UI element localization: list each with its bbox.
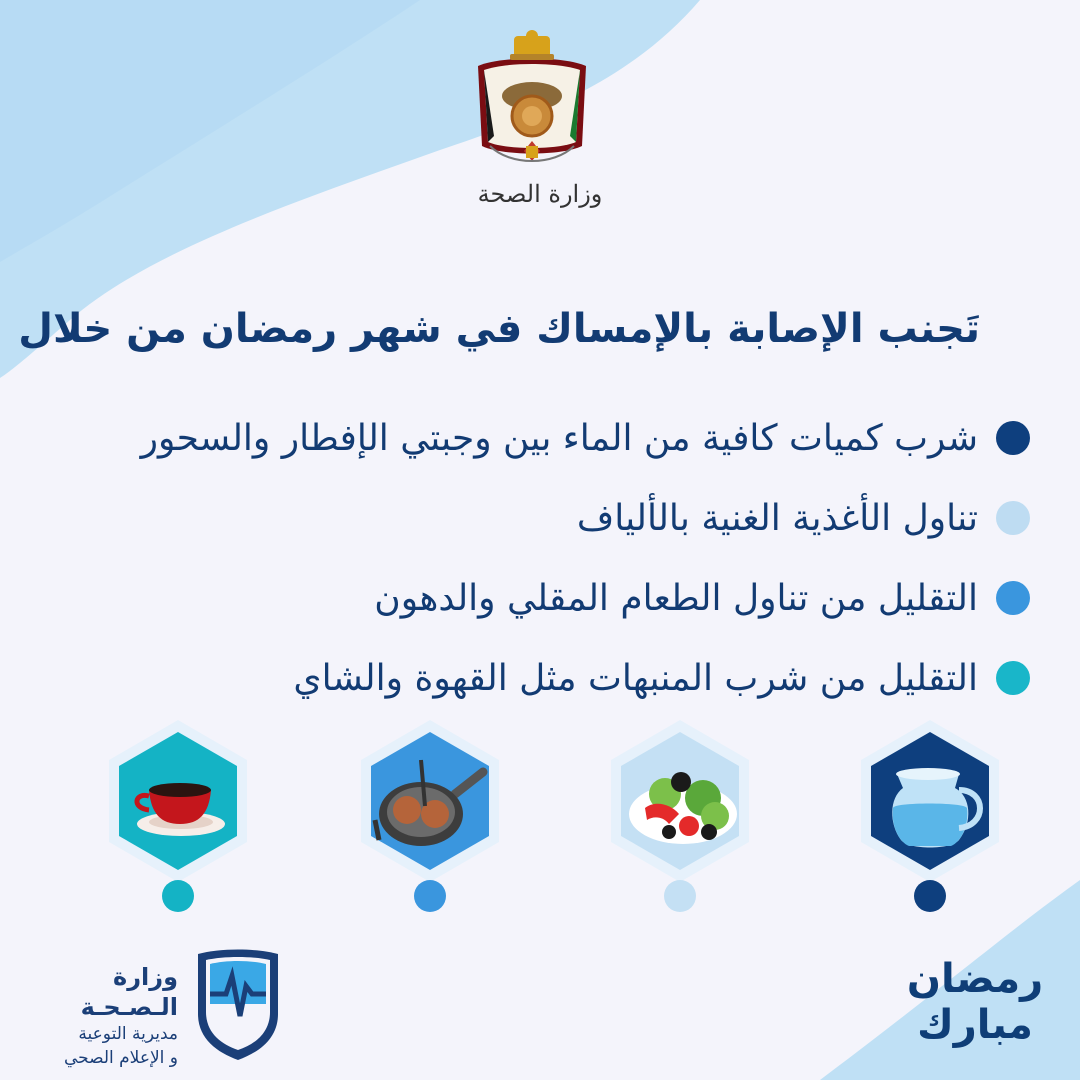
tip-item: [20, 638, 1030, 718]
salad-icon: [605, 716, 755, 886]
water-hex-card: [855, 716, 1005, 916]
bullet-dot: [996, 421, 1030, 455]
ministry-calligraphy-signature: وزارة الصحة: [477, 180, 603, 208]
tip-text: تناول الأغذية الغنية بالألياف: [576, 497, 978, 539]
page-heading: تَجنب الإصابة بالإمساك في شهر رمضان من خلال: [18, 306, 980, 352]
tip-text: التقليل من تناول الطعام المقلي والدهون: [374, 577, 978, 619]
health-shield-logo-icon: [190, 946, 286, 1064]
footer-directorate-line2: و الإعلام الصحي: [63, 1048, 178, 1068]
salad-hex-card: [605, 716, 755, 916]
bullet-dot: [996, 581, 1030, 615]
fried-food-hex-card: [355, 716, 505, 916]
tip-item: [20, 478, 1030, 558]
coffee-cup-icon: [103, 716, 253, 886]
mubarak-line: مبارك: [917, 1002, 1033, 1048]
ramadan-line: رمضان: [906, 956, 1044, 1002]
ministry-footer-text: [36, 962, 178, 1070]
ramadan-mubarak-greeting: [880, 955, 1070, 1065]
coat-of-arms-emblem: [470, 26, 594, 186]
tip-text: التقليل من شرب المنبهات مثل القهوة والشاي: [293, 657, 978, 699]
water-jug-icon: [855, 716, 1005, 886]
icon-dot: [414, 880, 446, 912]
bullet-dot: [996, 661, 1030, 695]
tip-text: شرب كميات كافية من الماء بين وجبتي الإفطار والسحور: [140, 417, 978, 459]
bullet-dot: [996, 501, 1030, 535]
frying-pan-icon: [355, 716, 505, 886]
tips-list: [20, 398, 1030, 718]
tip-item: [20, 398, 1030, 478]
icon-dot: [914, 880, 946, 912]
tip-item: [20, 558, 1030, 638]
footer-directorate-line1: مديرية التوعية: [78, 1024, 178, 1044]
icon-dot: [664, 880, 696, 912]
footer-ministry-name: وزارة الـصـحـة: [80, 963, 178, 1021]
coffee-hex-card: [103, 716, 253, 916]
icon-dot: [162, 880, 194, 912]
